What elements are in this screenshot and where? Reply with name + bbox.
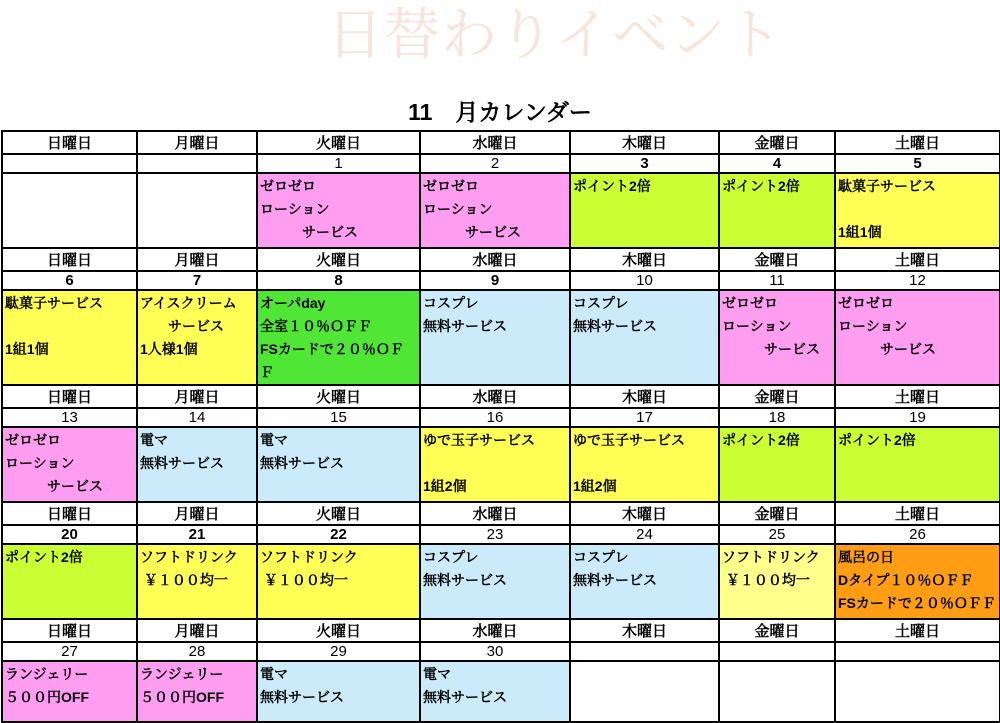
event-line: ランジェリー — [140, 666, 224, 682]
day-header-cell: 土曜日 — [835, 131, 1000, 154]
date-cell — [570, 642, 719, 661]
event-line: ポイント2倍 — [722, 178, 800, 194]
date-cell: 8 — [257, 271, 420, 290]
event-line: ランジェリー — [5, 666, 89, 682]
event-line: コスプレ — [423, 295, 479, 311]
day-header-cell: 水曜日 — [420, 248, 570, 271]
day-header-cell: 土曜日 — [835, 385, 1000, 408]
event-line: コスプレ — [423, 549, 479, 565]
date-cell: 16 — [420, 408, 570, 427]
event-row — [2, 661, 1000, 722]
day-header-cell: 月曜日 — [137, 131, 257, 154]
date-row — [2, 154, 1000, 173]
date-cell: 27 — [2, 642, 137, 661]
event-line: サービス — [5, 478, 103, 494]
event-cell — [719, 544, 835, 619]
day-header-cell: 火曜日 — [257, 619, 420, 642]
day-header-row — [2, 131, 1000, 154]
day-header-cell: 土曜日 — [835, 619, 1000, 642]
date-cell: 29 — [257, 642, 420, 661]
event-row — [2, 173, 1000, 248]
event-line — [838, 198, 997, 221]
date-cell: 28 — [137, 642, 257, 661]
day-header-cell: 木曜日 — [570, 502, 719, 525]
event-line: ポイント2倍 — [838, 432, 916, 448]
event-cell — [719, 427, 835, 502]
date-cell — [835, 642, 1000, 661]
event-cell — [2, 290, 137, 385]
event-cell — [2, 661, 137, 722]
event-line: オーパday — [260, 295, 326, 311]
day-header-cell: 水曜日 — [420, 619, 570, 642]
event-line: Dタイプ１０％ＯＦＦ — [838, 572, 974, 588]
day-header-cell: 月曜日 — [137, 619, 257, 642]
event-line: ５００円OFF — [5, 689, 89, 705]
calendar-title: 11 月カレンダー — [408, 99, 592, 125]
date-cell: 3 — [570, 154, 719, 173]
day-header-cell: 金曜日 — [719, 619, 835, 642]
event-line: サービス — [260, 224, 358, 240]
event-cell — [420, 290, 570, 385]
event-cell — [137, 173, 257, 248]
event-cell — [2, 173, 137, 248]
event-cell — [257, 661, 420, 722]
event-line: 電マ — [423, 666, 451, 682]
day-header-cell: 火曜日 — [257, 248, 420, 271]
event-line: ゆで玉子サービス — [573, 432, 685, 448]
event-line: ５００円OFF — [140, 689, 224, 705]
day-header-cell: 月曜日 — [137, 385, 257, 408]
event-line: 駄菓子サービス — [5, 295, 103, 311]
event-cell — [257, 290, 420, 385]
event-line: ソフトドリンク — [722, 549, 820, 565]
day-header-cell: 土曜日 — [835, 248, 1000, 271]
event-cell — [570, 544, 719, 619]
date-cell — [719, 642, 835, 661]
date-cell: 23 — [420, 525, 570, 544]
date-cell: 22 — [257, 525, 420, 544]
event-line: 1組2個 — [573, 478, 617, 494]
event-line: ローション — [260, 201, 330, 217]
date-cell — [2, 154, 137, 173]
event-line: 1組1個 — [838, 224, 882, 240]
event-cell — [2, 544, 137, 619]
event-line: サービス — [140, 318, 224, 334]
day-header-cell: 月曜日 — [137, 248, 257, 271]
event-cell — [570, 290, 719, 385]
event-cell — [257, 427, 420, 502]
day-header-cell: 日曜日 — [2, 131, 137, 154]
date-cell: 14 — [137, 408, 257, 427]
event-cell — [420, 661, 570, 722]
event-line: 無料サービス — [573, 572, 657, 588]
event-cell — [835, 290, 1000, 385]
date-cell: 26 — [835, 525, 1000, 544]
event-cell — [137, 290, 257, 385]
event-line: コスプレ — [573, 295, 629, 311]
event-cell — [719, 290, 835, 385]
event-line: ￥１００均一 — [140, 572, 228, 588]
event-line — [423, 452, 567, 475]
day-header-cell: 火曜日 — [257, 131, 420, 154]
date-row — [2, 408, 1000, 427]
date-cell: 10 — [570, 271, 719, 290]
date-cell: 4 — [719, 154, 835, 173]
event-line: ポイント2倍 — [5, 549, 83, 565]
event-line: ￥１００均一 — [260, 572, 348, 588]
event-line: ソフトドリンク — [140, 549, 238, 565]
date-cell: 21 — [137, 525, 257, 544]
day-header-cell: 金曜日 — [719, 502, 835, 525]
event-cell — [420, 544, 570, 619]
day-header-cell: 木曜日 — [570, 385, 719, 408]
event-cell — [420, 173, 570, 248]
date-cell: 7 — [137, 271, 257, 290]
page-banner-title: 日替わりイベント — [327, 5, 783, 67]
event-line: 1組2個 — [423, 478, 467, 494]
day-header-cell: 木曜日 — [570, 248, 719, 271]
date-row — [2, 525, 1000, 544]
date-cell: 11 — [719, 271, 835, 290]
event-line: ゼロゼロ — [260, 178, 316, 194]
day-header-cell: 日曜日 — [2, 385, 137, 408]
event-line — [573, 452, 716, 475]
event-line: ローション — [838, 318, 908, 334]
date-row — [2, 642, 1000, 661]
event-line: ローション — [5, 455, 75, 471]
day-header-row — [2, 248, 1000, 271]
event-row — [2, 544, 1000, 619]
date-cell: 25 — [719, 525, 835, 544]
day-header-cell: 水曜日 — [420, 385, 570, 408]
event-cell — [137, 544, 257, 619]
date-cell: 12 — [835, 271, 1000, 290]
event-cell — [137, 427, 257, 502]
event-line: 無料サービス — [423, 572, 507, 588]
event-line: ゼロゼロ — [5, 432, 61, 448]
date-cell: 30 — [420, 642, 570, 661]
event-line: 電マ — [140, 432, 168, 448]
event-cell — [570, 173, 719, 248]
date-cell: 6 — [2, 271, 137, 290]
day-header-cell: 土曜日 — [835, 502, 1000, 525]
event-row — [2, 290, 1000, 385]
event-cell — [570, 661, 719, 722]
day-header-cell: 金曜日 — [719, 131, 835, 154]
day-header-cell: 金曜日 — [719, 248, 835, 271]
event-cell — [719, 661, 835, 722]
event-line: ゼロゼロ — [423, 178, 479, 194]
event-row — [2, 427, 1000, 502]
day-header-row — [2, 502, 1000, 525]
event-line: ￥１００均一 — [722, 572, 810, 588]
event-cell — [835, 661, 1000, 722]
event-line: 全室１０％ＯＦＦ — [260, 318, 372, 334]
calendar-body — [2, 131, 1000, 722]
day-header-cell: 火曜日 — [257, 385, 420, 408]
date-cell: 18 — [719, 408, 835, 427]
event-cell — [257, 544, 420, 619]
date-row — [2, 271, 1000, 290]
event-line: FSカードで２０％ＯＦＦ — [838, 595, 996, 611]
date-cell: 20 — [2, 525, 137, 544]
day-header-cell: 火曜日 — [257, 502, 420, 525]
event-line: ローション — [722, 318, 792, 334]
event-cell — [835, 544, 1000, 619]
event-line: ポイント2倍 — [722, 432, 800, 448]
day-header-cell: 木曜日 — [570, 131, 719, 154]
day-header-cell: 月曜日 — [137, 502, 257, 525]
day-header-cell: 水曜日 — [420, 502, 570, 525]
date-cell: 24 — [570, 525, 719, 544]
date-cell: 19 — [835, 408, 1000, 427]
day-header-cell: 水曜日 — [420, 131, 570, 154]
date-cell: 1 — [257, 154, 420, 173]
event-line: 無料サービス — [423, 689, 507, 705]
event-line: サービス — [722, 341, 820, 357]
day-header-cell: 木曜日 — [570, 619, 719, 642]
event-line: ローション — [423, 201, 493, 217]
calendar-table — [1, 130, 1000, 723]
day-header-cell: 金曜日 — [719, 385, 835, 408]
event-line: 1人様1個 — [140, 341, 198, 357]
event-cell — [570, 427, 719, 502]
event-line: 1組1個 — [5, 341, 49, 357]
event-cell — [137, 661, 257, 722]
day-header-cell: 日曜日 — [2, 248, 137, 271]
event-line: 無料サービス — [260, 455, 344, 471]
event-line — [5, 315, 134, 338]
event-line: 電マ — [260, 432, 288, 448]
event-cell — [835, 173, 1000, 248]
event-line: 電マ — [260, 666, 288, 682]
event-line: 駄菓子サービス — [838, 178, 936, 194]
event-line: FSカードで２０％ＯＦＦ — [260, 341, 404, 380]
date-cell: 15 — [257, 408, 420, 427]
day-header-row — [2, 385, 1000, 408]
event-cell — [719, 173, 835, 248]
date-cell — [137, 154, 257, 173]
event-cell — [2, 427, 137, 502]
date-cell: 13 — [2, 408, 137, 427]
day-header-cell: 日曜日 — [2, 619, 137, 642]
date-cell: 5 — [835, 154, 1000, 173]
event-line: 風呂の日 — [838, 549, 894, 565]
day-header-row — [2, 619, 1000, 642]
event-line: ソフトドリンク — [260, 549, 358, 565]
event-line: ゆで玉子サービス — [423, 432, 535, 448]
event-cell — [835, 427, 1000, 502]
event-line: ポイント2倍 — [573, 178, 651, 194]
date-cell: 17 — [570, 408, 719, 427]
event-line: 無料サービス — [423, 318, 507, 334]
event-line: 無料サービス — [573, 318, 657, 334]
event-line: ゼロゼロ — [722, 295, 778, 311]
event-cell — [420, 427, 570, 502]
date-cell: 2 — [420, 154, 570, 173]
event-cell — [257, 173, 420, 248]
event-line: 無料サービス — [140, 455, 224, 471]
event-line: コスプレ — [573, 549, 629, 565]
event-line: サービス — [838, 341, 936, 357]
day-header-cell: 日曜日 — [2, 502, 137, 525]
event-line: ゼロゼロ — [838, 295, 894, 311]
event-line: サービス — [423, 224, 521, 240]
event-line: アイスクリーム — [140, 295, 237, 311]
date-cell: 9 — [420, 271, 570, 290]
event-line: 無料サービス — [260, 689, 344, 705]
